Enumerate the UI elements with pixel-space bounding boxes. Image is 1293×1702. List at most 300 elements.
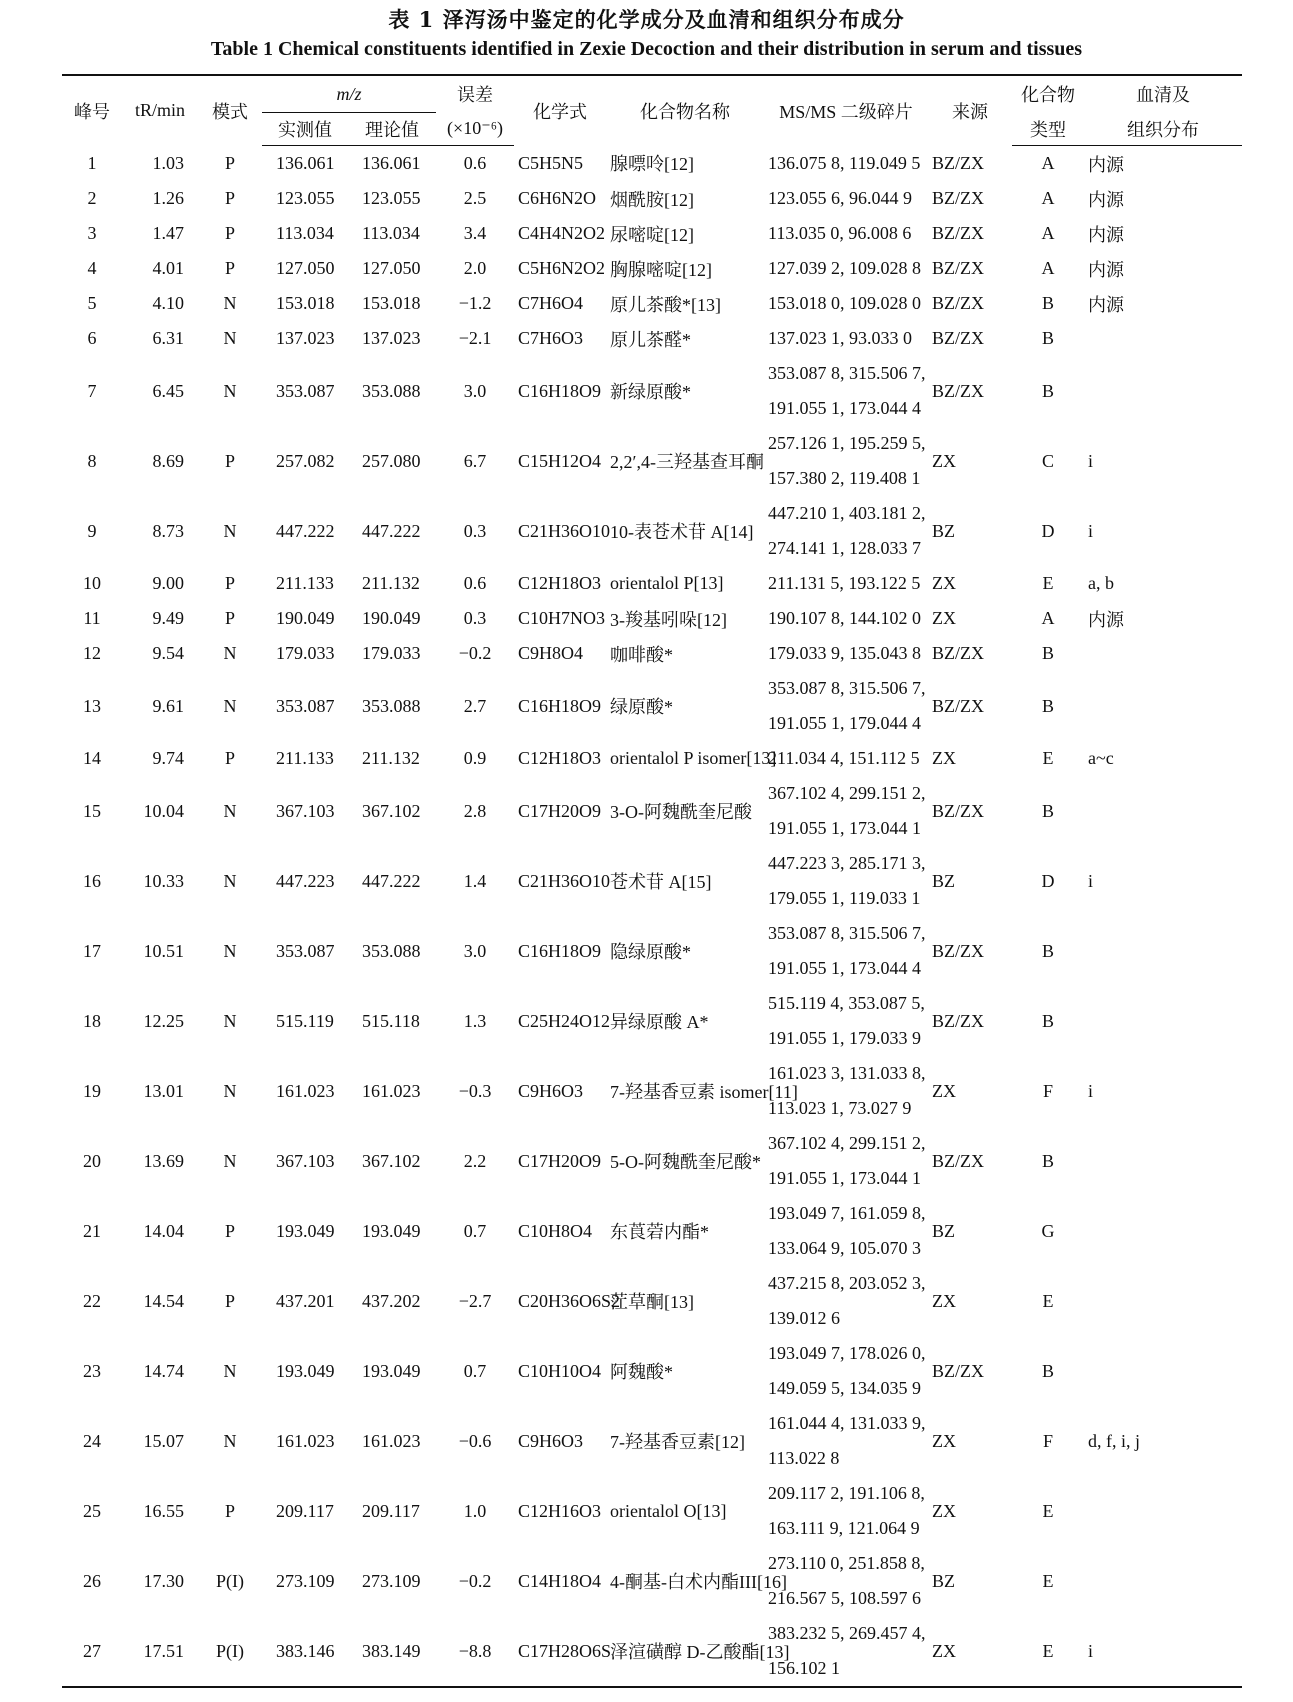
msms-fragments-line: 193.049 7, 178.026 0, [768,1343,926,1363]
peak-number: 12 [83,643,101,663]
peak-number: 6 [87,328,97,348]
measured-mz: 353.087 [276,940,335,961]
chemical-formula: C16H18O9 [518,695,602,716]
msms-fragments [764,846,928,916]
compound-type: E [1042,1570,1054,1591]
source: BZ/ZX [932,223,985,243]
header-error-unit: (×10⁻⁶) [436,113,514,146]
compound-name: 新绿原酸* [610,382,692,402]
table-row [62,601,1242,636]
compound-type: A [1041,608,1055,628]
msms-fragments-line: 133.064 9, 105.070 3 [768,1238,922,1258]
peak-number: 14 [83,748,101,768]
source: ZX [932,1500,957,1521]
mass-error: −1.2 [458,293,492,313]
theoretical-mz: 515.118 [362,1010,420,1031]
msms-fragments-line: 257.126 1, 195.259 5, [768,433,926,453]
theoretical-mz: 137.023 [362,328,421,348]
table-row [62,1126,1242,1196]
theoretical-mz: 193.049 [362,1360,421,1381]
compound-name: orientalol O[13] [610,1500,727,1521]
table-row [62,496,1242,566]
compound-type: B [1042,695,1055,716]
table-row [62,1336,1242,1406]
msms-fragments [764,496,928,566]
retention-time: 10.33 [143,870,184,891]
msms-fragments [764,1056,928,1126]
chemical-formula: C21H36O10 [518,870,611,891]
msms-fragments-line: 353.087 8, 315.506 7, [768,678,926,698]
retention-time: 13.01 [143,1080,184,1101]
retention-time: 10.51 [143,940,184,961]
mass-error: 0.9 [463,748,487,768]
msms-fragments-line: 209.117 2, 191.106 8, [768,1483,925,1503]
theoretical-mz: 190.049 [362,608,421,628]
ion-mode: P [224,573,235,593]
theoretical-mz: 211.132 [362,748,420,768]
chemical-formula: C4H4N2O2 [518,223,606,243]
retention-time: 14.74 [143,1360,184,1381]
msms-fragments-line: 211.131 5, 193.122 5 [768,573,921,593]
measured-mz: 161.023 [276,1080,335,1101]
source: BZ/ZX [932,152,985,173]
compound-name: 异绿原酸 A* [610,1012,709,1032]
msms-fragments [764,1126,928,1196]
table-row [62,146,1242,182]
ion-mode: N [223,1360,237,1381]
compound-type: D [1041,520,1055,541]
peak-number: 27 [83,1640,101,1661]
retention-time: 8.73 [152,520,184,541]
header-theoretical: 理论值 [348,113,436,146]
mass-error: 3.0 [463,380,487,401]
peak-number: 13 [83,695,101,716]
chemical-formula: C15H12O4 [518,450,602,471]
ion-mode: P [224,450,235,471]
compound-type: E [1042,1290,1054,1311]
header-distribution: 血清及 [1136,85,1191,106]
msms-fragments-line: 123.055 6, 96.044 9 [768,188,913,208]
peak-number: 20 [83,1150,101,1171]
distribution [1084,986,1242,1056]
theoretical-mz: 123.055 [362,188,421,208]
retention-time: 17.30 [143,1570,184,1591]
msms-fragments-line: 156.102 1 [768,1658,841,1678]
ion-mode: P [224,608,235,628]
msms-fragments-line: 191.055 1, 179.044 4 [768,713,922,733]
chemical-formula: C17H20O9 [518,800,602,821]
source: BZ/ZX [932,695,985,716]
table-row [62,1616,1242,1687]
compound-name: 茳草酮[13] [610,1292,695,1312]
msms-fragments [764,1266,928,1336]
compound-name: 5-O-阿魏酰奎尼酸* [610,1152,762,1172]
header-mz: m/z [262,75,436,113]
distribution: i [1088,450,1094,471]
distribution [1084,321,1242,356]
msms-fragments-line: 437.215 8, 203.052 3, [768,1273,926,1293]
peak-number: 18 [83,1010,101,1031]
retention-time: 9.00 [152,573,184,593]
header-formula: 化学式 [533,101,588,122]
chemical-formula: C6H6N2O [518,188,597,208]
msms-fragments [764,1196,928,1266]
source: BZ/ZX [932,380,985,401]
mass-error: 3.0 [463,940,487,961]
table-row [62,1056,1242,1126]
retention-time: 10.04 [143,800,184,821]
ion-mode: P(I) [216,1640,244,1661]
ion-mode: N [223,520,237,541]
constituents-table [62,74,1242,1688]
msms-fragments-line: 353.087 8, 315.506 7, [768,363,926,383]
peak-number: 26 [83,1570,101,1591]
distribution [1084,356,1242,426]
mass-error: −0.2 [458,643,492,663]
compound-type: E [1042,748,1054,768]
mass-error: 2.8 [463,800,487,821]
ion-mode: P [224,223,235,243]
compound-type: B [1042,940,1055,961]
retention-time: 6.45 [152,380,184,401]
theoretical-mz: 161.023 [362,1430,421,1451]
msms-fragments-line: 191.055 1, 179.033 9 [768,1028,922,1048]
header-error: 误差 [457,85,494,106]
compound-type: B [1042,328,1055,348]
compound-type: C [1042,450,1055,471]
table-row [62,1196,1242,1266]
measured-mz: 353.087 [276,695,335,716]
theoretical-mz: 353.088 [362,940,421,961]
distribution [1084,636,1242,671]
compound-name: 3-羧基吲哚[12] [610,609,727,630]
ion-mode: N [223,1080,237,1101]
chemical-formula: C16H18O9 [518,940,602,961]
msms-fragments [764,216,928,251]
theoretical-mz: 257.080 [362,450,421,471]
compound-type: E [1042,1500,1054,1521]
mass-error: 1.4 [463,870,487,891]
table-row [62,846,1242,916]
msms-fragments-line: 137.023 1, 93.033 0 [768,328,913,348]
compound-type: F [1043,1430,1054,1451]
msms-fragments-line: 157.380 2, 119.408 1 [768,468,921,488]
compound-name: 咖啡酸* [610,644,674,665]
compound-name: 原儿茶醛* [610,329,692,350]
chemical-formula: C20H36O6S2 [518,1290,621,1311]
source: ZX [932,1080,957,1101]
mass-error: 0.7 [463,1220,487,1241]
source: ZX [932,748,957,768]
distribution: a, b [1088,573,1115,593]
table-caption-english: Table 1 Chemical constituents identified in Zexie Decoction and their distribution in serum and tissues [210,38,1083,60]
table-row [62,321,1242,356]
compound-type: B [1042,380,1055,401]
msms-fragments [764,986,928,1056]
msms-fragments-line: 191.055 1, 173.044 4 [768,958,922,978]
peak-number: 24 [83,1430,101,1451]
msms-fragments-line: 136.075 8, 119.049 5 [768,152,921,173]
mass-error: −8.8 [458,1640,492,1661]
measured-mz: 127.050 [276,258,335,278]
theoretical-mz: 383.149 [362,1640,421,1661]
measured-mz: 193.049 [276,1360,335,1381]
measured-mz: 447.222 [276,520,335,541]
msms-fragments-line: 383.232 5, 269.457 4, [768,1623,926,1643]
chemical-formula: C9H6O3 [518,1430,584,1451]
msms-fragments-line: 191.055 1, 173.044 4 [768,398,922,418]
msms-fragments-line: 367.102 4, 299.151 2, [768,783,926,803]
msms-fragments [764,741,928,776]
ion-mode: N [223,870,237,891]
ion-mode: P [224,1290,235,1311]
compound-type: A [1041,153,1055,173]
measured-mz: 190.049 [276,608,335,628]
chemical-formula: C9H8O4 [518,643,584,663]
theoretical-mz: 353.088 [362,380,421,401]
msms-fragments-line: 179.055 1, 119.033 1 [768,888,921,908]
table-row [62,1266,1242,1336]
peak-number: 19 [83,1080,101,1101]
msms-fragments [764,286,928,321]
retention-time: 12.25 [143,1010,184,1031]
theoretical-mz: 447.222 [362,870,421,891]
chemical-formula: C14H18O4 [518,1570,602,1591]
mass-error: 2.0 [463,258,487,278]
theoretical-mz: 447.222 [362,520,421,541]
msms-fragments-line: 161.044 4, 131.033 9, [768,1413,926,1433]
table-row [62,216,1242,251]
mass-error: 2.7 [463,695,487,716]
compound-type: B [1042,1150,1055,1171]
ion-mode: N [223,1150,237,1171]
measured-mz: 123.055 [276,188,335,208]
compound-type: G [1041,1220,1055,1241]
table-row [62,566,1242,601]
peak-number: 8 [87,450,97,471]
ion-mode: N [223,380,237,401]
retention-time: 13.69 [143,1150,184,1171]
mass-error: 0.7 [463,1360,487,1381]
ion-mode: N [223,643,237,663]
msms-fragments-line: 353.087 8, 315.506 7, [768,923,926,943]
msms-fragments-line: 127.039 2, 109.028 8 [768,258,922,278]
msms-fragments [764,181,928,216]
peak-number: 3 [87,223,97,243]
retention-time: 14.04 [143,1220,184,1241]
header-compound-type-sub: 类型 [1012,113,1084,146]
distribution: i [1088,1640,1094,1661]
header-measured: 实测值 [262,113,348,146]
source: ZX [932,608,957,628]
chemical-formula: C5H5N5 [518,152,584,173]
theoretical-mz: 127.050 [362,258,421,278]
measured-mz: 367.103 [276,1150,335,1171]
measured-mz: 161.023 [276,1430,335,1451]
msms-fragments-line: 179.033 9, 135.043 8 [768,643,922,663]
table-row [62,1476,1242,1546]
compound-type: B [1042,800,1055,821]
distribution [1084,916,1242,986]
mass-error: −2.1 [458,328,492,348]
theoretical-mz: 179.033 [362,643,421,663]
source: BZ [932,520,956,541]
ion-mode: N [223,940,237,961]
compound-name: 绿原酸* [610,697,674,717]
theoretical-mz: 211.132 [362,573,420,593]
table-row [62,776,1242,846]
mass-error: 1.0 [463,1500,487,1521]
ion-mode: N [223,1010,237,1031]
header-fragments: MS/MS 二级碎片 [779,101,913,122]
ion-mode: N [223,695,237,716]
msms-fragments [764,636,928,671]
msms-fragments-line: 191.055 1, 173.044 1 [768,1168,922,1188]
compound-name: 4-酮基-白术内酯III[16] [610,1572,787,1592]
source: BZ [932,870,956,891]
distribution: 内源 [1088,259,1125,280]
retention-time: 1.03 [152,152,184,173]
msms-fragments-line: 113.022 8 [768,1448,840,1468]
chemical-formula: C25H24O12 [518,1010,611,1031]
peak-number: 4 [87,258,97,278]
msms-fragments-line: 216.567 5, 108.597 6 [768,1588,922,1608]
msms-fragments [764,776,928,846]
ion-mode: N [223,1430,237,1451]
msms-fragments-line: 273.110 0, 251.858 8, [768,1553,925,1573]
table-row [62,636,1242,671]
msms-fragments-line: 447.210 1, 403.181 2, [768,503,926,523]
msms-fragments-line: 190.107 8, 144.102 0 [768,608,922,628]
measured-mz: 273.109 [276,1570,335,1591]
distribution [1084,776,1242,846]
ion-mode: P [224,748,235,768]
compound-name: orientalol P isomer[13] [610,748,777,768]
msms-fragments [764,1546,928,1616]
compound-type: B [1042,293,1055,313]
compound-name: 尿嘧啶[12] [610,224,695,245]
msms-fragments-line: 367.102 4, 299.151 2, [768,1133,926,1153]
peak-number: 7 [87,380,97,401]
measured-mz: 211.133 [276,573,334,593]
distribution: 内源 [1088,609,1125,630]
ion-mode: N [223,328,237,348]
msms-fragments-line: 447.223 3, 285.171 3, [768,853,926,873]
compound-type: E [1042,573,1054,593]
distribution [1084,1476,1242,1546]
distribution: 内源 [1088,189,1125,210]
compound-name: 隐绿原酸* [610,942,692,962]
theoretical-mz: 209.117 [362,1500,420,1521]
msms-fragments-line: 153.018 0, 109.028 0 [768,293,922,313]
peak-number: 23 [83,1360,101,1381]
mass-error: 0.3 [463,608,487,628]
chemical-formula: C12H16O3 [518,1500,602,1521]
msms-fragments-line: 139.012 6 [768,1308,841,1328]
table-row [62,426,1242,496]
mass-error: −0.3 [458,1080,492,1101]
compound-name: 胸腺嘧啶[12] [610,259,713,280]
distribution [1084,1336,1242,1406]
compound-type: E [1042,1640,1054,1661]
compound-name: 烟酰胺[12] [610,189,695,210]
source: BZ [932,1220,956,1241]
distribution: i [1088,870,1094,891]
compound-name: 2,2′,4-三羟基查耳酮 [610,452,764,472]
compound-type: A [1041,223,1055,243]
ion-mode: P(I) [216,1570,244,1591]
ion-mode: P [224,1500,235,1521]
msms-fragments [764,251,928,286]
mass-error: 0.3 [463,520,487,541]
peak-number: 16 [83,870,101,891]
measured-mz: 153.018 [276,293,335,313]
compound-name: 阿魏酸* [610,1362,674,1382]
table-row [62,916,1242,986]
ion-mode: P [224,188,235,208]
msms-fragments-line: 113.023 1, 73.027 9 [768,1098,912,1118]
msms-fragments-line: 211.034 4, 151.112 5 [768,748,920,768]
measured-mz: 211.133 [276,748,334,768]
measured-mz: 353.087 [276,380,335,401]
measured-mz: 383.146 [276,1640,335,1661]
distribution [1084,1126,1242,1196]
retention-time: 9.49 [152,608,184,628]
header-source: 来源 [952,101,989,122]
peak-number: 10 [83,573,101,593]
table-row [62,251,1242,286]
source: BZ/ZX [932,643,985,663]
measured-mz: 367.103 [276,800,335,821]
source: BZ/ZX [932,258,985,278]
peak-number: 2 [87,188,97,208]
source: BZ [932,1570,956,1591]
table-caption-chinese: 表 1 泽泻汤中鉴定的化学成分及血清和组织分布成分 [388,7,905,32]
compound-name: 腺嘌呤[12] [610,154,695,175]
compound-type: F [1043,1080,1054,1101]
distribution [1084,1546,1242,1616]
compound-name: 泽渲磺醇 D-乙酸酯[13] [610,1642,790,1662]
peak-number: 25 [83,1500,101,1521]
compound-type: D [1041,870,1055,891]
measured-mz: 137.023 [276,328,335,348]
theoretical-mz: 113.034 [362,223,420,243]
peak-number: 22 [83,1290,101,1311]
msms-fragments-line: 149.059 5, 134.035 9 [768,1378,922,1398]
measured-mz: 209.117 [276,1500,334,1521]
peak-number: 15 [83,800,101,821]
chemical-formula: C12H18O3 [518,573,602,593]
header-mode: 模式 [212,101,248,122]
distribution [1084,1266,1242,1336]
header-peak: 峰号 [74,101,110,122]
source: ZX [932,573,957,593]
mass-error: 0.6 [463,153,487,173]
measured-mz: 113.034 [276,223,334,243]
chemical-formula: C7H6O3 [518,328,584,348]
header-distribution-sub: 组织分布 [1084,113,1242,146]
theoretical-mz: 353.088 [362,695,421,716]
msms-fragments-line: 161.023 3, 131.033 8, [768,1063,926,1083]
distribution: i [1088,1080,1094,1101]
retention-time: 9.61 [152,695,184,716]
msms-fragments [764,356,928,426]
ion-mode: P [224,258,235,278]
mass-error: 2.2 [463,1150,487,1171]
chemical-formula: C10H8O4 [518,1220,593,1241]
table-row [62,356,1242,426]
theoretical-mz: 273.109 [362,1570,421,1591]
